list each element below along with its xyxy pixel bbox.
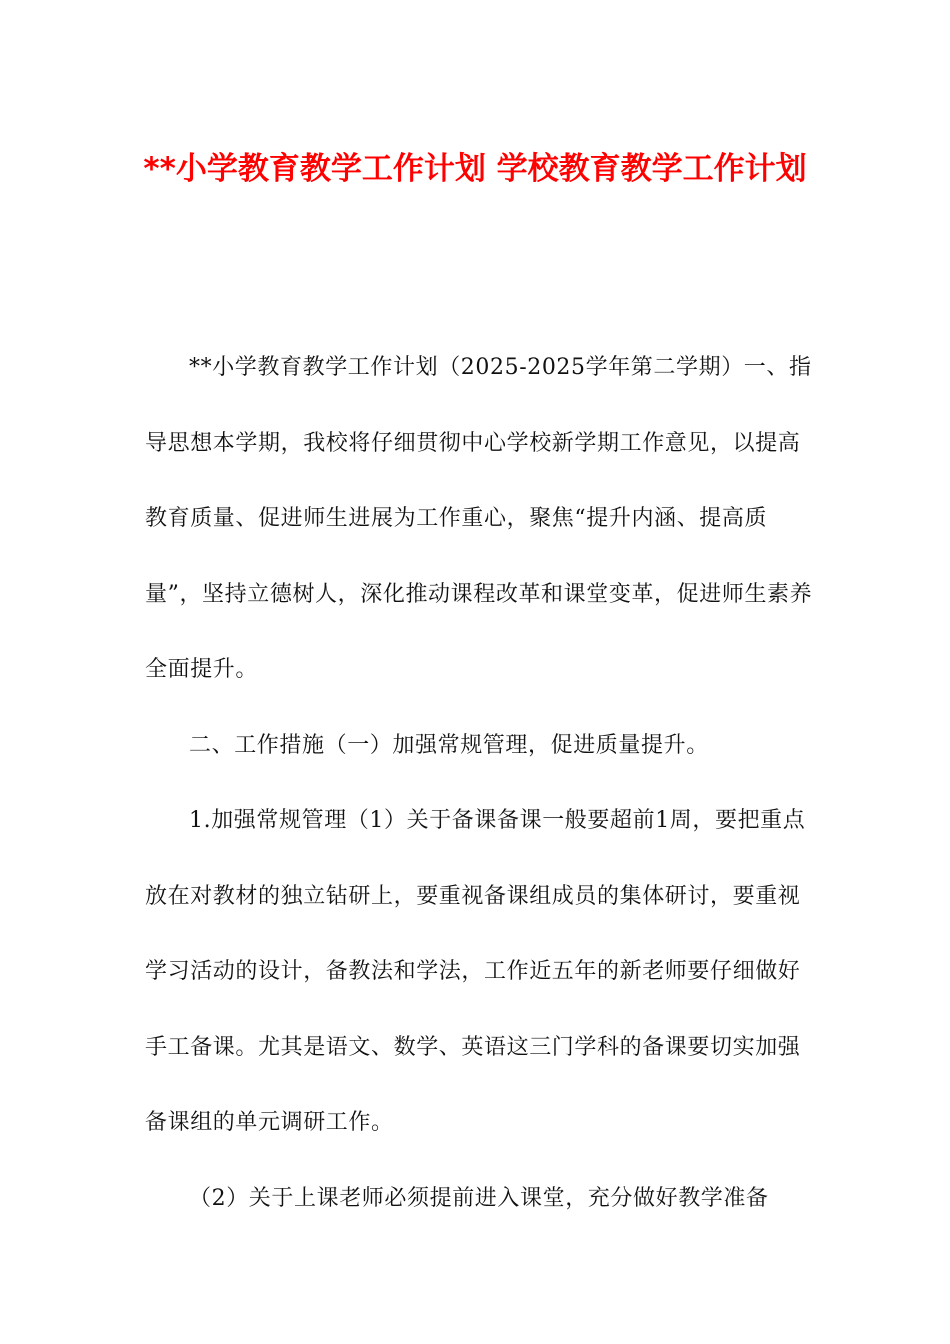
paragraph-guiding-ideology: **小学教育教学工作计划（2025-2025学年第二学期）一、指导思想本学期，我校将仔细贯彻中心学校新学期工作意见，以提高教育质量、促进师生进展为工作重心，聚焦“提升内涵、提高质量”，坚持立德树人，深化推动课程改革和课堂变革，促进师生素养全面提升。 <box>145 355 813 682</box>
paragraph-lesson-preparation: 1.加强常规管理（1）关于备课备课一般要超前1周，要把重点放在对教材的独立钻研上，要重视备课组成员的集体研讨，要重视学习活动的设计，备教法和学法，工作近五年的新老师要仔细做好手工备课。尤其是语文、数学、英语这三门学科的备课要切实加强备课组的单元调研工作。 <box>145 808 806 1135</box>
paragraph-work-measures: 二、工作措施（一）加强常规管理，促进质量提升。 <box>189 732 709 758</box>
document-body <box>145 330 815 1236</box>
paragraph-classroom-teaching: （2）关于上课老师必须提前进入课堂，充分做好教学准备 <box>189 1185 769 1211</box>
document-title: **小学教育教学工作计划 学校教育教学工作计划 <box>143 151 807 187</box>
